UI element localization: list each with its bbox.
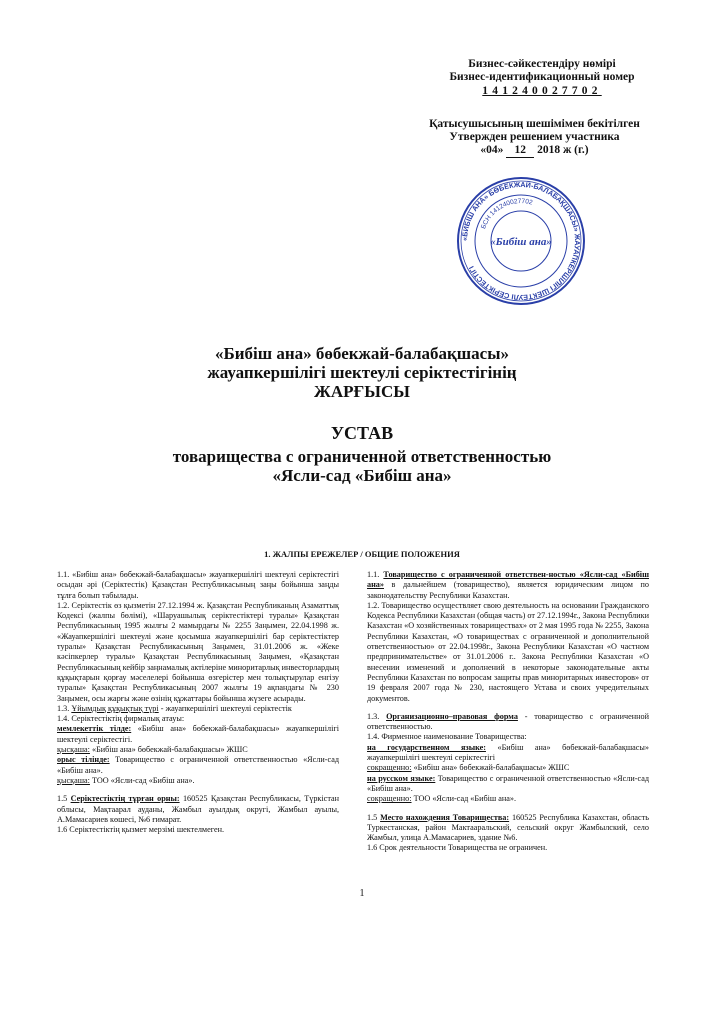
left-clause-1-5-num: 1.5 bbox=[57, 794, 71, 804]
left-name-state-text: «Бибіш ана» бөбекжай-балабақшасы» жауапкершілігі шектеулі серіктестігі. bbox=[57, 724, 339, 744]
company-seal bbox=[455, 175, 587, 307]
approval-date bbox=[427, 144, 642, 158]
left-name-russian-short-label: қысқаша: bbox=[57, 775, 90, 785]
right-clause-1-5-num: 1.5 bbox=[367, 812, 381, 822]
left-name-short bbox=[57, 745, 339, 755]
left-name-short-label: қысқаша: bbox=[57, 745, 90, 755]
left-clause-1-5-text: 160525 Қазақстан Республикасы, Түркістан облысы, Мақтаарал ауданы, Жамбыл ауылдық округі, Жамбыл ауылы, А.Мамасариев көшесі, №6 ғимарат. bbox=[57, 794, 340, 824]
right-clause-1-1 bbox=[367, 570, 649, 601]
right-name-short bbox=[367, 763, 649, 773]
left-clause-1-1: 1.1. «Бибіш ана» бөбекжай-балабақшасы» жауапкершілігі шектеулі серіктестігі осыдан әрі (Серіктестік) Қазақстан Республикасының заңы бойынша заңды тұлға болып табылады. bbox=[57, 570, 339, 600]
left-clause-1-4: 1.4. Серіктестіктің фирмалық атауы: bbox=[57, 714, 185, 724]
bin-label-ru: Бизнес-идентификационный номер bbox=[449, 71, 635, 83]
right-clause-1-3-num: 1.3. bbox=[367, 711, 387, 721]
left-clause-1-5-label: Серіктестіктің тұрған орны: bbox=[70, 794, 180, 804]
left-clause-1-3-term: Ұйымдық құқықтық түрі bbox=[71, 703, 159, 713]
approval-block bbox=[427, 118, 642, 158]
left-column-kz bbox=[57, 570, 339, 835]
right-name-russian-short-label: сокращенно: bbox=[367, 794, 412, 804]
right-clause-1-3 bbox=[367, 712, 649, 733]
left-name-russian-short bbox=[57, 776, 339, 786]
right-name-russian-short bbox=[367, 794, 649, 804]
right-name-state bbox=[367, 743, 649, 764]
page-number: 1 bbox=[359, 888, 365, 899]
approval-year: 2018 ж (г.) bbox=[537, 144, 589, 156]
title-ru-line2: товарищества с ограниченной ответственностью bbox=[172, 447, 552, 466]
left-name-state bbox=[57, 724, 339, 745]
right-name-russian-label: на русском языке: bbox=[367, 773, 436, 783]
title-ru-line3: «Ясли-сад «Бибіш ана» bbox=[272, 466, 452, 485]
right-clause-1-1-text: в дальнейшем (товарищество), является юридическим лицом по законодательству Республики Казахстан. bbox=[367, 580, 649, 600]
bin-label-kz: Бизнес-сәйкестендіру нөмірі bbox=[468, 58, 616, 70]
right-name-state-text: «Бибіш ана» бөбекжай-балабақшасы» жауапкершілігі шектеулі серіктестігі bbox=[367, 742, 649, 763]
right-clause-1-4: 1.4. Фирменное наименование Товарищества: bbox=[367, 732, 527, 742]
right-name-short-label: сокращенно: bbox=[367, 763, 412, 773]
right-name-russian bbox=[367, 774, 649, 795]
seal-inner-text: БСН 141240027702 bbox=[480, 197, 534, 230]
registration-block bbox=[442, 58, 642, 98]
title-kz-line2: жауапкершілігі шектеулі серіктестігінің bbox=[207, 363, 517, 382]
title-kz-line1: «Бибіш ана» бөбекжай-балабақшасы» bbox=[215, 344, 509, 363]
left-clause-1-6: 1.6 Серіктестіктің қызмет мерзімі шектелмеген. bbox=[57, 825, 225, 835]
seal-outer-text: «БИБІШ АНА» БӨБЕКЖАЙ-БАЛАБАҚШАСЫ» ЖАУАПКЕРШІЛІГІ ШЕКТЕУЛІ СЕРІКТЕСТІГІ bbox=[459, 179, 583, 303]
title-ru bbox=[0, 424, 724, 485]
left-name-short-text: «Бибіш ана» бөбекжай-балабақшасы» ЖШС bbox=[89, 745, 248, 755]
approval-kz: Қатысушысының шешімімен бекітілген bbox=[429, 118, 640, 130]
left-name-state-label: мемлекеттік тілде: bbox=[57, 724, 132, 734]
left-clause-1-3-text: - жауапкершілігі шектеулі серіктестік bbox=[158, 703, 292, 713]
left-clause-1-3 bbox=[57, 704, 339, 714]
right-name-state-label: на государственном языке: bbox=[367, 742, 486, 752]
section-heading: 1. ЖАЛПЫ ЕРЕЖЕЛЕР / ОБЩИЕ ПОЛОЖЕНИЯ bbox=[264, 549, 460, 559]
left-name-russian-short-text: ТОО «Ясли-сад «Бибіш ана». bbox=[89, 775, 195, 785]
right-clause-1-5-text: 160525 Республика Казахстан, область Туркестанская, район Мактааральский, сельский округ Жамбылский, село Жамбыл, улица А.Мамасариев, здание №6. bbox=[367, 812, 650, 843]
left-name-russian-text: Товарищество с ограниченной ответственностью «Ясли-сад «Бибіш ана». bbox=[57, 755, 339, 775]
right-clause-1-3-term: Организационно–правовая форма bbox=[386, 711, 518, 721]
right-clause-1-2: 1.2. Товарищество осуществляет свою деятельность на основании Гражданского Кодекса Республики Казахстан (общая часть) от 27.12.1994г., Закона Республики Казахстан «О хозяйственных товариществах» от 2 мая 1995 года № 2255, Закона Республики Казахстан, «О товариществах с ограниченной и дополнительной ответственностью» от 22.04.1998г., Закона Республики Казахстан «О частном предпринимательстве» от 31.01.2006 г.. Закона Республики Казахстан «О внесении изменений и дополнений в некоторые законодательные акты Республики Казахстан по вопросам защиты прав миноритарных инвесторов» от 19 февраля 2007 года № 230, настоящего Устава и своих учредительных документов. bbox=[367, 600, 649, 703]
left-clause-1-2: 1.2. Серіктестік өз қызметін 27.12.1994 ж. Қазақстан Республиканың Азаматтық Кодексі (жалпы бөлімі), «Шаруашылық серіктестіктері туралы» Қазақстан Республикасының 1995 жылғы 2 мамырдағы № 2255 Заңымен, 22.04.1998 ж. «Жауапкершілігі шектеулі және қосымша жауапкершілігі бар серіктестіктер туралы» Қазақстан Республикасының Заңымен, 31.01.2006 ж. «Жеке кәсіпкерлер туралы» Қазақстан Республикасының Заңымен, «Қазақстан Республикасының кейбір заңнамалық актілеріне миноритарлық инвесторлардың құқықтарын қорғау мәселелері бойынша өзгерістер мен толықтырулар енгізу туралы» Қазақстан Республикасының 2007 жылғы 19 ақпандағы № 230 Заңымен, осы жарғы және өзінің құжаттары бойынша жүзеге асырады. bbox=[57, 600, 340, 703]
title-ru-line1: УСТАВ bbox=[330, 423, 394, 443]
right-clause-1-3-text: - товарищество с ограниченной ответственностью. bbox=[367, 711, 650, 732]
right-clause-1-5-label: Место нахождения Товарищества: bbox=[380, 812, 510, 822]
left-name-russian bbox=[57, 755, 339, 776]
right-clause-1-1-num: 1.1. bbox=[367, 570, 384, 579]
left-name-russian-label: орыс тілінде: bbox=[57, 755, 110, 765]
title-kz bbox=[0, 344, 724, 401]
right-name-short-text: «Бибіш ана» бөбекжай-балабақшасы» ЖШС bbox=[411, 763, 570, 773]
right-clause-1-1-term: Товарищество с ограниченной ответствен-ностью «Ясли-сад «Бибіш ана» bbox=[367, 570, 649, 590]
right-clause-1-6: 1.6 Срок деятельности Товарищества не ограничен. bbox=[367, 843, 548, 853]
approval-month: 12 bbox=[506, 144, 534, 158]
approval-ru: Утвержден решением участника bbox=[449, 131, 620, 143]
right-name-russian-short-text: ТОО «Ясли-сад «Бибіш ана». bbox=[411, 794, 517, 804]
right-column-ru bbox=[367, 570, 649, 854]
left-clause-1-5 bbox=[57, 794, 339, 825]
seal-center-text: «Бибіш ана» bbox=[490, 236, 552, 248]
bin-number: 141240027702 bbox=[482, 85, 602, 97]
title-kz-line3: ЖАРҒЫСЫ bbox=[314, 382, 410, 401]
approval-day: «04» bbox=[480, 144, 504, 156]
right-name-russian-text: Товарищество с ограниченной ответственностью «Ясли-сад «Бибіш ана». bbox=[367, 773, 649, 793]
left-clause-1-3-num: 1.3. bbox=[57, 703, 72, 713]
right-clause-1-5 bbox=[367, 813, 649, 844]
